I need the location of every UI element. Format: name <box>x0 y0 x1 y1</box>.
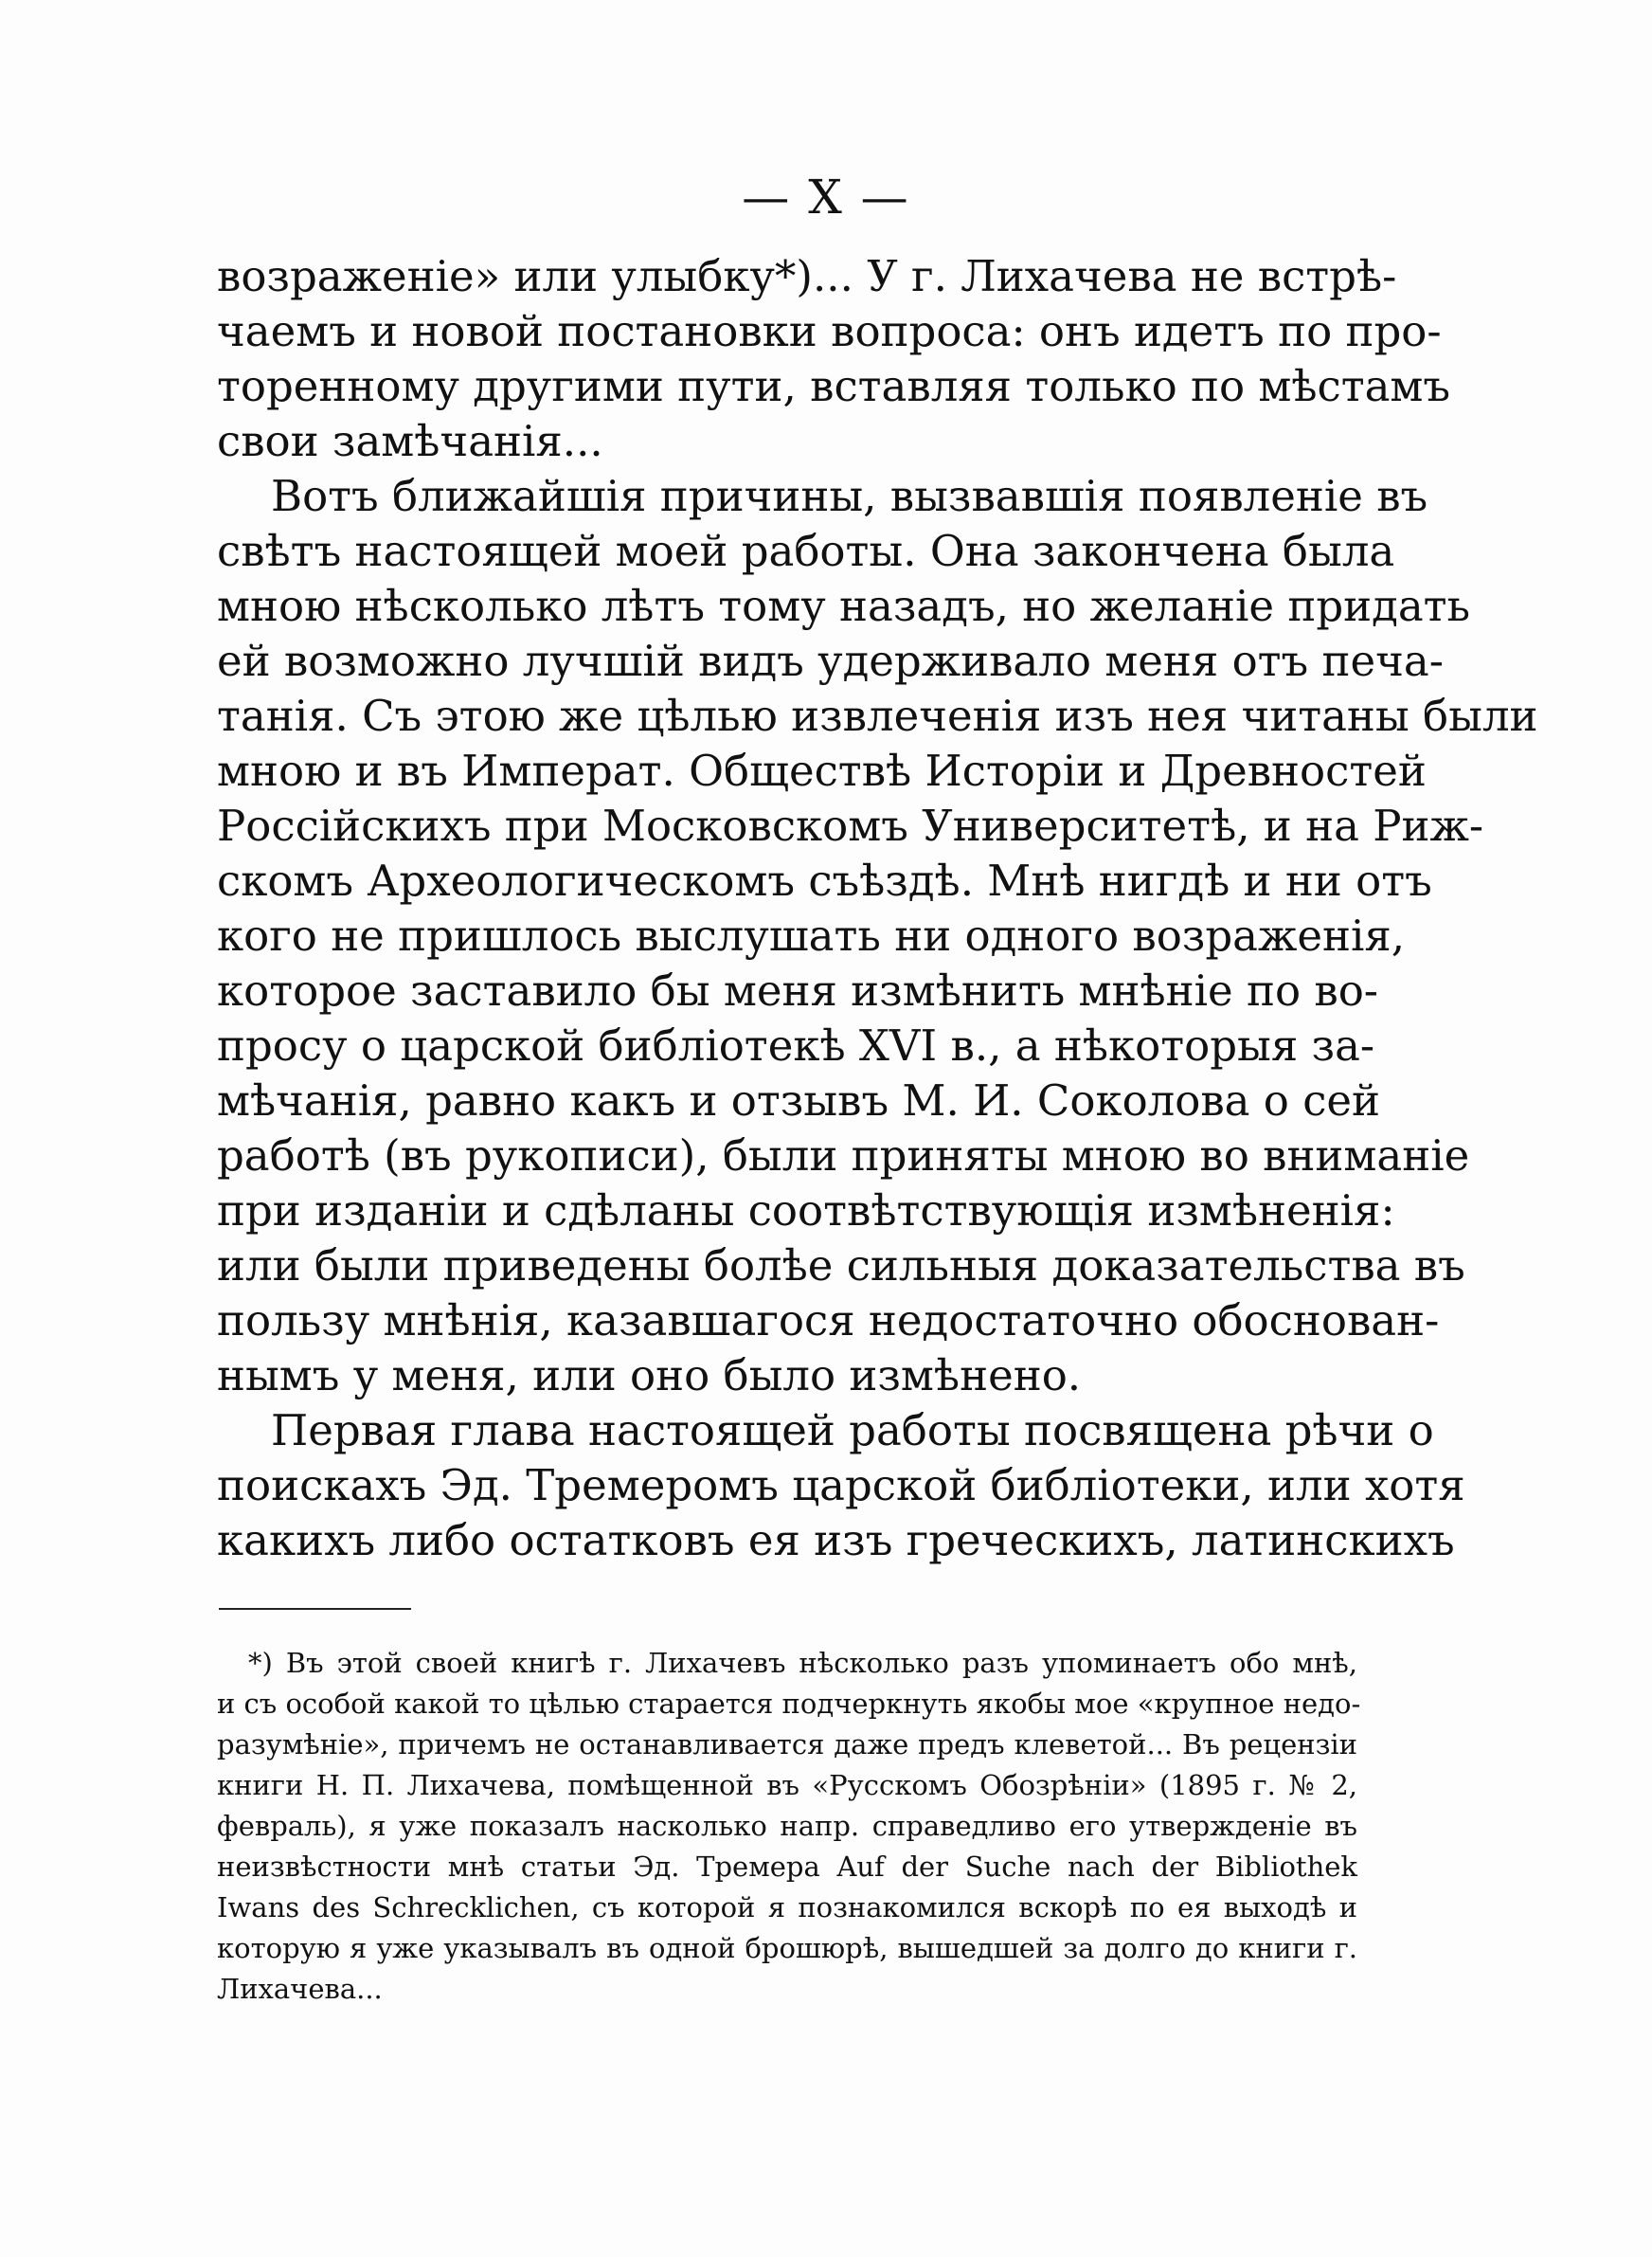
text-line: Первая глава настоящей работы посвящена рѣчи о <box>271 1405 1434 1455</box>
footnote-line: неизвѣстности мнѣ статьи Эд. Тремера Auf der Suche nach der Bibliothek <box>217 1851 1357 1883</box>
footnote-line: февраль), я уже показалъ насколько напр. справедливо его утвержденіе въ <box>217 1810 1357 1842</box>
text-line: просу о царской библіотекѣ XVI в., а нѣкоторыя за- <box>217 1020 1375 1071</box>
text-line: мною нѣсколько лѣтъ тому назадъ, но желаніе придать <box>217 581 1471 631</box>
text-line: возраженіе» или улыбку*)... У г. Лихачева не встрѣ- <box>217 251 1397 301</box>
text-line: или были приведены болѣе сильныя доказательства въ <box>217 1240 1465 1291</box>
text-line: мѣчанія, равно какъ и отзывъ М. И. Соколова о сей <box>217 1075 1381 1126</box>
footnote-line: Iwans des Schrecklichen, съ которой я познакомился вскорѣ по ея выходѣ и <box>217 1891 1357 1923</box>
text-line: кого не пришлось выслушать ни одного возраженія, <box>217 911 1406 961</box>
text-line: торенному другими пути, вставляя только по мѣстамъ <box>217 361 1451 411</box>
page-number: — X — <box>742 170 910 225</box>
text-line: скомъ Археологическомъ съѣздѣ. Мнѣ нигдѣ и ни отъ <box>217 856 1432 906</box>
text-line: чаемъ и новой постановки вопроса: онъ идетъ по про- <box>217 306 1442 356</box>
text-line: при изданіи и сдѣланы соотвѣтствующія измѣненія: <box>217 1185 1395 1236</box>
text-line: которое заставило бы меня измѣнить мнѣніе по во- <box>217 966 1379 1016</box>
text-line: поискахъ Эд. Тремеромъ царской библіотеки, или хотя <box>217 1460 1465 1510</box>
text-line: свѣтъ настоящей моей работы. Она закончена была <box>217 526 1395 576</box>
footnote-line: *) Въ этой своей книгѣ г. Лихачевъ нѣсколько разъ упоминаетъ обо мнѣ, <box>248 1647 1357 1679</box>
text-line: танія. Съ этою же цѣлью извлеченія изъ нея читаны были <box>217 691 1538 741</box>
text-line: Россійскихъ при Московскомъ Университетѣ, и на Риж- <box>217 801 1484 851</box>
text-line: мною и въ Императ. Обществѣ Исторіи и Древностей <box>217 746 1427 796</box>
footnote-separator <box>219 1608 411 1610</box>
footnote-line: разумѣніе», причемъ не останавливается даже предъ клеветой... Въ рецензіи <box>217 1728 1357 1760</box>
footnote-line: которую я уже указывалъ въ одной брошюрѣ, вышедшей за долго до книги г. <box>217 1932 1357 1964</box>
text-line: какихъ либо остатковъ ея изъ греческихъ, латинскихъ <box>217 1515 1455 1565</box>
text-line: пользу мнѣнія, казавшагося недостаточно обоснован- <box>217 1295 1440 1345</box>
footnote-line: и съ особой какой то цѣлью старается подчеркнуть якобы мое «крупное недо- <box>217 1688 1361 1720</box>
text-line: Вотъ ближайшія причины, вызвавшія появленіе въ <box>271 471 1428 521</box>
text-line: работѣ (въ рукописи), были приняты мною во вниманіе <box>217 1130 1470 1181</box>
text-line: свои замѣчанія... <box>217 416 603 466</box>
text-line: нымъ у меня, или оно было измѣнено. <box>217 1350 1082 1400</box>
footnote-line: Лихачева... <box>217 1973 383 2005</box>
footnote-line: книги Н. П. Лихачева, помѣщенной въ «Русскомъ Обозрѣніи» (1895 г. № 2, <box>217 1769 1357 1801</box>
text-line: ей возможно лучшій видъ удерживало меня отъ печа- <box>217 636 1444 686</box>
